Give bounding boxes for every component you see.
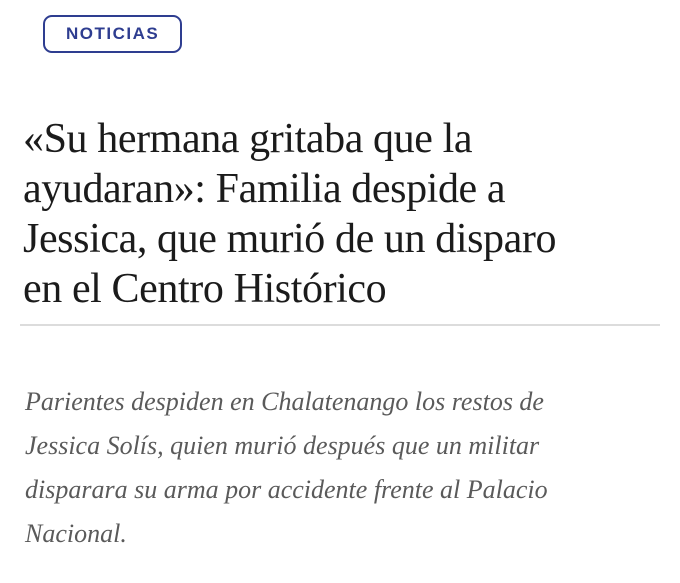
lede-line: Nacional. (25, 519, 127, 548)
article-headline (23, 114, 660, 314)
headline-line: Jessica, que murió de un disparo (23, 216, 557, 262)
lede-line: Jessica Solís, quien murió después que un militar (25, 431, 540, 460)
lede-line: disparara su arma por accidente frente al Palacio (25, 475, 548, 504)
lede-line: Parientes despiden en Chalatenango los restos de (25, 387, 544, 416)
category-badge-label: NOTICIAS (66, 24, 160, 43)
headline-line: ayudaran»: Familia despide a (23, 166, 506, 212)
headline-line: «Su hermana gritaba que la (23, 116, 473, 162)
category-badge[interactable] (43, 15, 182, 53)
divider (20, 324, 660, 326)
headline-line: en el Centro Histórico (23, 266, 387, 312)
article-lede (25, 380, 650, 556)
